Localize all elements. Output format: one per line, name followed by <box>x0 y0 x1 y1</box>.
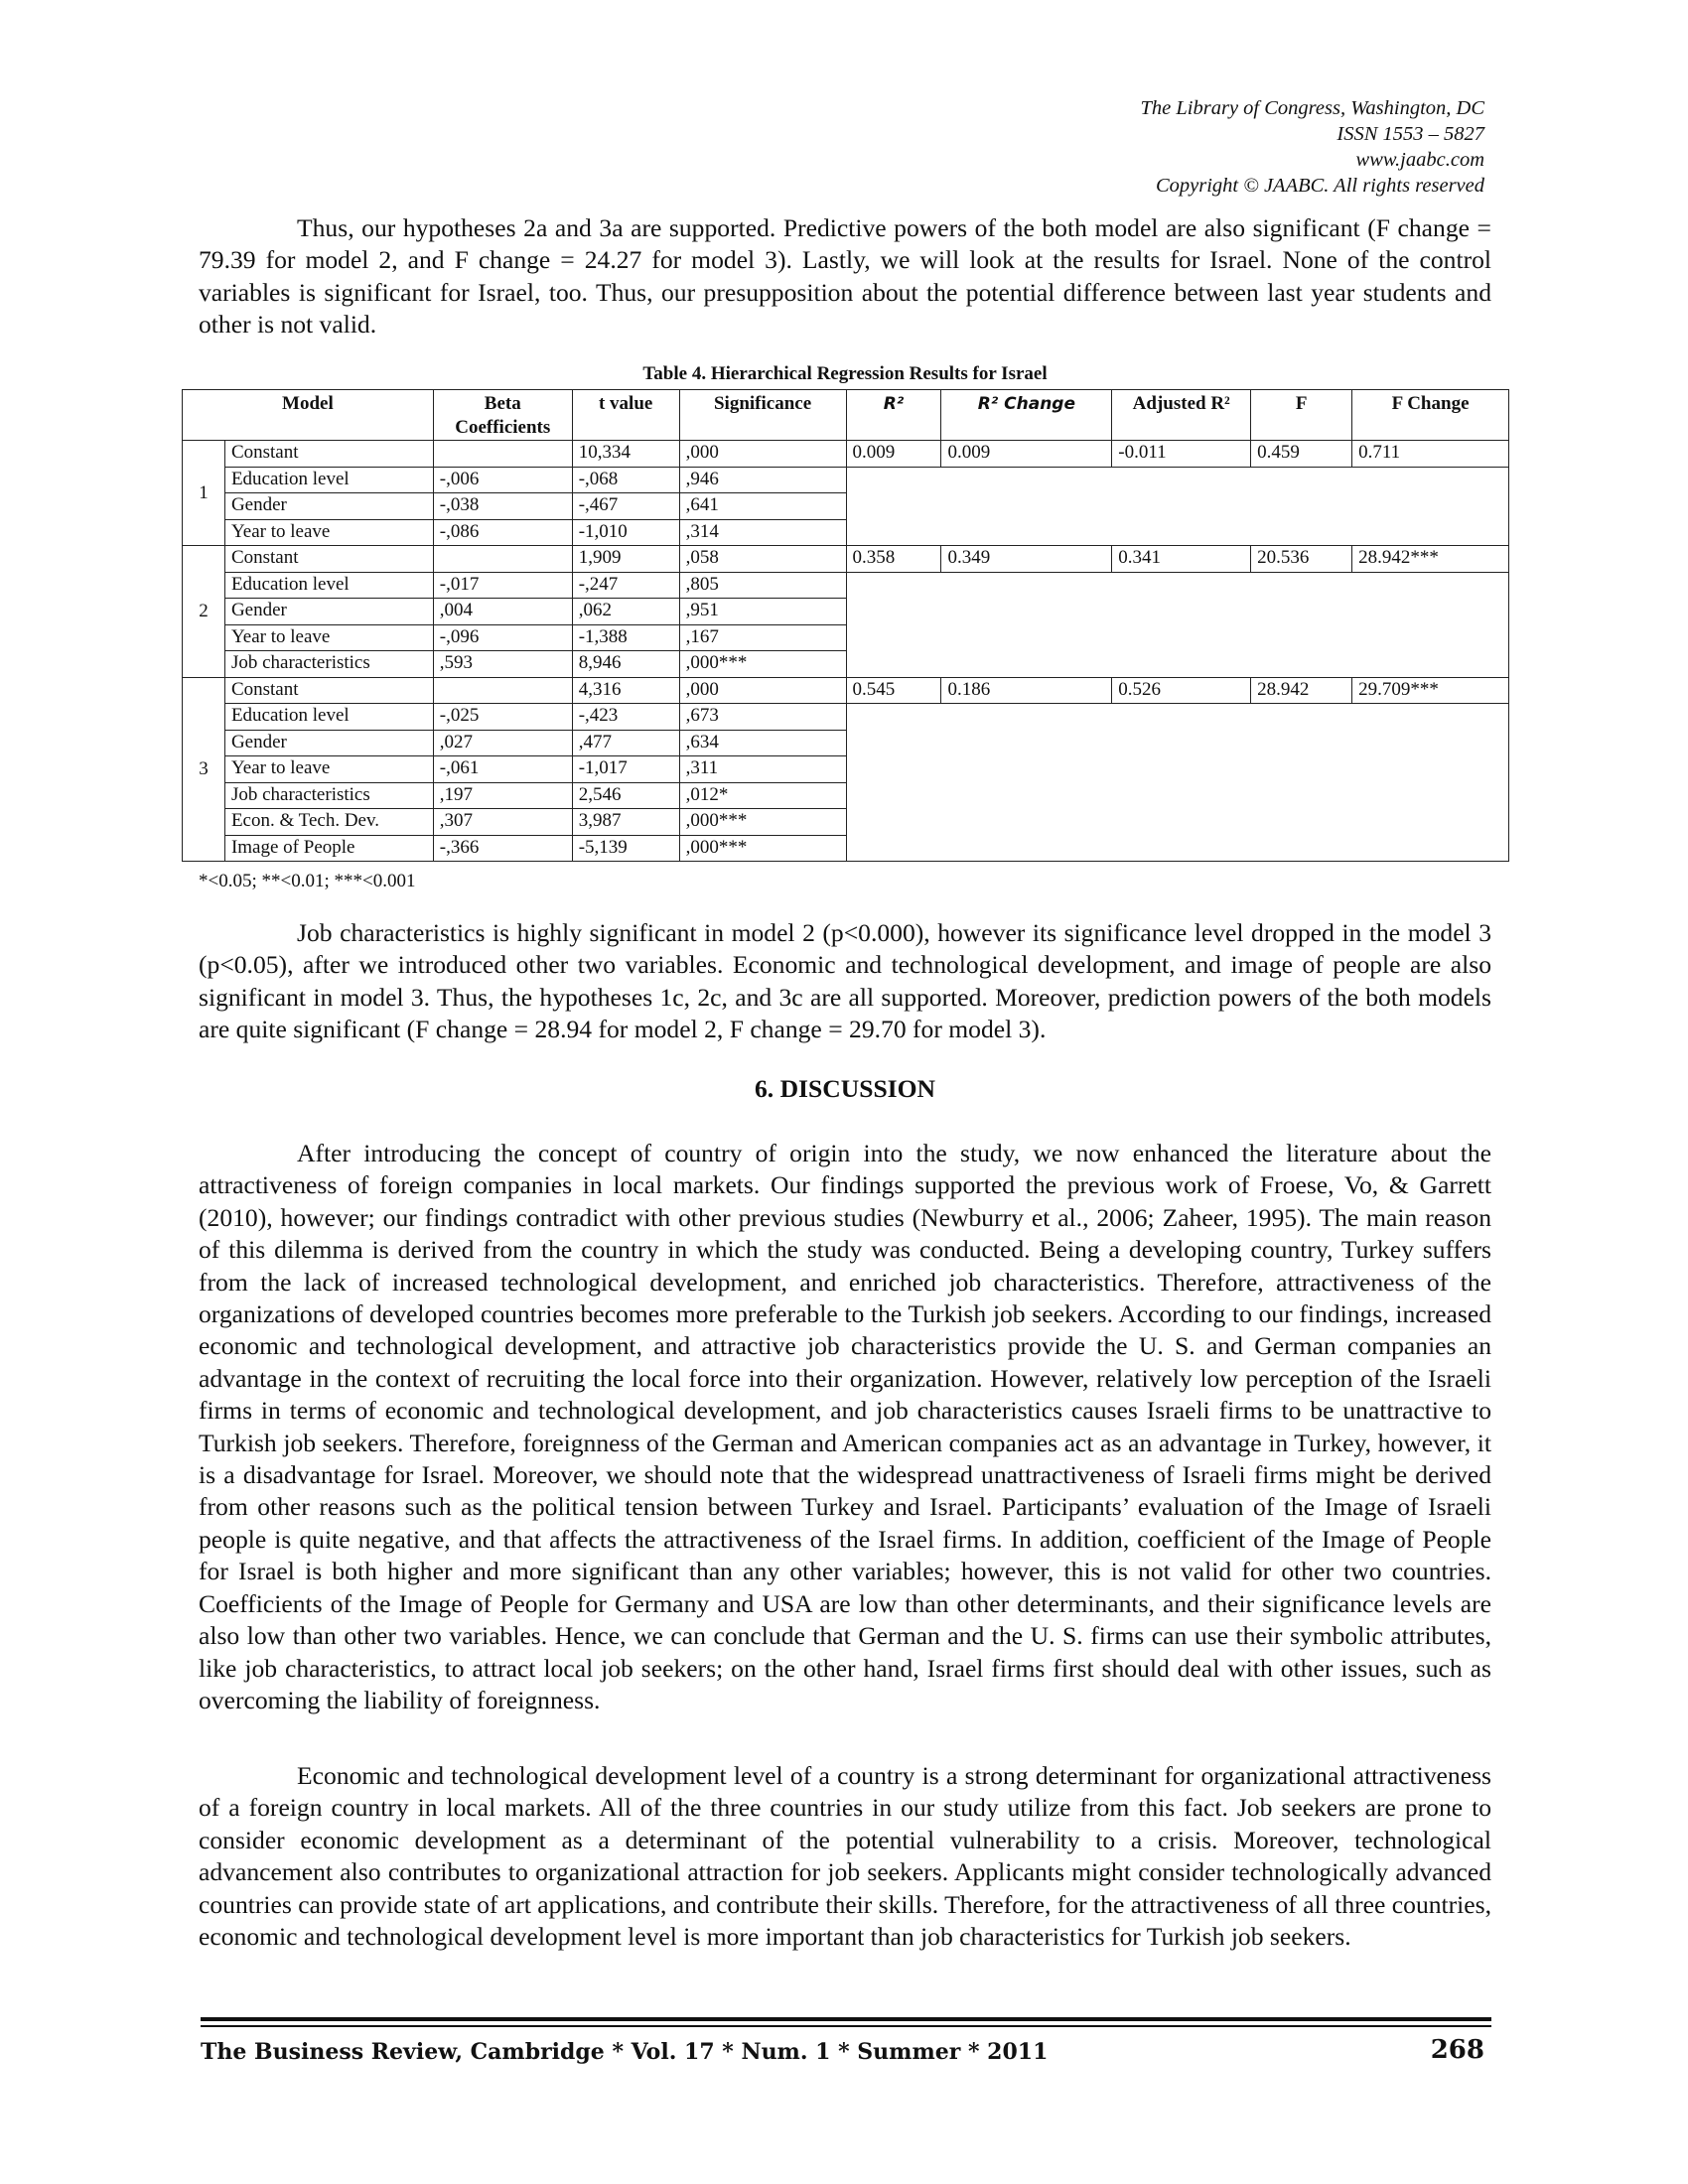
header-adjusted-r2: Adjusted R² <box>1112 390 1251 441</box>
beta-value: ,027 <box>433 730 572 756</box>
variable-name: Education level <box>224 572 433 599</box>
beta-value: -,366 <box>433 835 572 862</box>
f-change-value: 28.942*** <box>1352 546 1509 573</box>
f-value: 20.536 <box>1251 546 1352 573</box>
beta-value: -,096 <box>433 624 572 651</box>
r2-value: 0.545 <box>846 677 941 704</box>
empty-summary-cell <box>846 467 1508 546</box>
variable-name: Job characteristics <box>224 782 433 809</box>
r2-value: 0.009 <box>846 441 941 468</box>
table-caption: Table 4. Hierarchical Regression Results for Israel <box>642 363 1048 384</box>
beta-value: ,197 <box>433 782 572 809</box>
t-value: -,467 <box>572 493 679 520</box>
regression-table <box>182 389 1509 862</box>
header-r2-label: R² <box>883 394 905 414</box>
adjusted-r2-value: 0.341 <box>1112 546 1251 573</box>
table-row <box>183 704 1509 731</box>
significance-value: ,641 <box>679 493 846 520</box>
table-row <box>183 677 1509 704</box>
header-r2-change <box>941 390 1112 441</box>
variable-name: Constant <box>224 441 433 468</box>
table-row <box>183 467 1509 493</box>
variable-name: Year to leave <box>224 519 433 546</box>
significance-value: ,000*** <box>679 651 846 678</box>
t-value: 2,546 <box>572 782 679 809</box>
r2-change-value: 0.349 <box>941 546 1112 573</box>
t-value: -1,010 <box>572 519 679 546</box>
model-number: 1 <box>183 441 225 546</box>
header-model: Model <box>183 390 434 441</box>
beta-value: ,307 <box>433 809 572 836</box>
variable-name: Gender <box>224 493 433 520</box>
adjusted-r2-value: 0.526 <box>1112 677 1251 704</box>
beta-value: -,006 <box>433 467 572 493</box>
f-change-value: 29.709*** <box>1352 677 1509 704</box>
model-number: 3 <box>183 677 225 862</box>
beta-value: -,025 <box>433 704 572 731</box>
empty-summary-cell <box>846 704 1508 862</box>
significance-value: ,805 <box>679 572 846 599</box>
header-line-copyright: Copyright © JAABC. All rights reserved <box>1155 175 1484 197</box>
significance-value: ,000*** <box>679 835 846 862</box>
header-beta: Beta Coefficients <box>433 390 572 441</box>
header-line-publisher: The Library of Congress, Washington, DC <box>1140 97 1484 119</box>
footer-rule-thick <box>201 2017 1491 2021</box>
paragraph-intro: Thus, our hypotheses 2a and 3a are supported. Predictive powers of the both model are also significant (F change = 79.39 for model 2, and F change = 24.27 for model 3). Lastly, we will look at the results for Israel. None of the control variables is significant for Israel, too. Thus, our presupposition about the potential difference between last year students and other is not valid. <box>199 213 1491 340</box>
beta-value <box>433 546 572 573</box>
beta-value <box>433 441 572 468</box>
r2-change-value: 0.009 <box>941 441 1112 468</box>
t-value: ,477 <box>572 730 679 756</box>
variable-name: Year to leave <box>224 624 433 651</box>
f-change-value: 0.711 <box>1352 441 1509 468</box>
header-line-issn: ISSN 1553 – 5827 <box>1336 123 1484 145</box>
significance-value: ,000*** <box>679 809 846 836</box>
significance-value: ,946 <box>679 467 846 493</box>
beta-value: ,593 <box>433 651 572 678</box>
header-f: F <box>1251 390 1352 441</box>
t-value: ,062 <box>572 599 679 625</box>
t-value: -,423 <box>572 704 679 731</box>
empty-summary-cell <box>846 572 1508 677</box>
t-value: 3,987 <box>572 809 679 836</box>
t-value: -,247 <box>572 572 679 599</box>
beta-value: -,086 <box>433 519 572 546</box>
header-significance: Significance <box>679 390 846 441</box>
significance-value: ,634 <box>679 730 846 756</box>
variable-name: Year to leave <box>224 756 433 783</box>
variable-name: Constant <box>224 677 433 704</box>
variable-name: Gender <box>224 599 433 625</box>
beta-value: -,038 <box>433 493 572 520</box>
variable-name: Gender <box>224 730 433 756</box>
table-footnote: *<0.05; **<0.01; ***<0.001 <box>199 871 416 891</box>
header-t-value: t value <box>572 390 679 441</box>
significance-value: ,012* <box>679 782 846 809</box>
table-row <box>183 546 1509 573</box>
significance-value: ,000 <box>679 441 846 468</box>
beta-value: -,061 <box>433 756 572 783</box>
significance-value: ,951 <box>679 599 846 625</box>
header-r2 <box>846 390 941 441</box>
header-f-change: F Change <box>1352 390 1509 441</box>
paragraph-discussion-2: Economic and technological development level of a country is a strong determinant for organizational attractiveness of a foreign country in local markets. All of the three countries in our study utilize from this fact. Job seekers are prone to consider economic development as a determinant of the potential vulnerability to a crisis. Moreover, technological advancement also contributes to organizational attraction for job seekers. Applicants might consider technologically advanced countries can provide state of art applications, and contribute their skills. Therefore, for the attractiveness of all three countries, economic and technological development level is more important than job characteristics for Turkish job seekers. <box>199 1761 1491 1952</box>
footer-rule-thin <box>201 2025 1491 2027</box>
paragraph-job-characteristics: Job characteristics is highly significant in model 2 (p<0.000), however its significance level dropped in the model 3 (p<0.05), after we introduced other two variables. Economic and technological development, and image of people are also significant in model 3. Thus, the hypotheses 1c, 2c, and 3c are all supported. Moreover, prediction powers of the both models are quite significant (F change = 28.94 for model 2, F change = 29.70 for model 3). <box>199 918 1491 1044</box>
variable-name: Constant <box>224 546 433 573</box>
f-value: 28.942 <box>1251 677 1352 704</box>
significance-value: ,167 <box>679 624 846 651</box>
paragraph-discussion-1: After introducing the concept of country of origin into the study, we now enhanced the literature about the attractiveness of foreign companies in local markets. Our findings supported the previous work of Froese, Vo, & Garrett (2010), however; our findings contradict with other previous studies (Newburry et al., 2006; Zaheer, 1995). The main reason of this dilemma is derived from the country in which the study was conducted. Being a developing country, Turkey suffers from the lack of increased technological development, and enriched job characteristics. Therefore, attractiveness of the organizations of developed countries becomes more preferable to the Turkish job seekers. According to our findings, increased economic and technological development, and attractive job characteristics provide the U. S. and German companies an advantage in the context of recruiting the local force into their organization. However, relatively low perception of the Israeli firms in terms of economic and technological development, and job characteristics causes Israeli firms to be unattractive to Turkish job seekers. Therefore, foreignness of the German and American companies act as an advantage in Turkey, however, it is a disadvantage for Israel. Moreover, we should note that the widespread unattractiveness of Israeli firms might be derived from other reasons such as the political tension between Turkey and Israel. Participants’ evaluation of the Image of Israeli people is quite negative, and that affects the attractiveness of the Israel firms. In addition, coefficient of the Image of People for Israel is both higher and more significant than any other variables; however, this is not valid for other two countries. Coefficients of the Image of People for Germany and USA are low than other determinants, and their significance levels are also low than other two variables. Hence, we can conclude that German and the U. S. firms can use their symbolic attributes, like job characteristics, to attract local job seekers; on the other hand, Israel firms first should deal with other issues, such as overcoming the liability of foreignness. <box>199 1139 1491 1714</box>
variable-name: Education level <box>224 467 433 493</box>
t-value: 10,334 <box>572 441 679 468</box>
variable-name: Job characteristics <box>224 651 433 678</box>
header-line-website: www.jaabc.com <box>1355 149 1484 171</box>
significance-value: ,673 <box>679 704 846 731</box>
model-number: 2 <box>183 546 225 678</box>
variable-name: Econ. & Tech. Dev. <box>224 809 433 836</box>
t-value: 4,316 <box>572 677 679 704</box>
page-number: 268 <box>1430 2035 1484 2065</box>
adjusted-r2-value: -0.011 <box>1112 441 1251 468</box>
beta-value: -,017 <box>433 572 572 599</box>
table-header-row <box>183 390 1509 441</box>
r2-value: 0.358 <box>846 546 941 573</box>
t-value: -1,017 <box>572 756 679 783</box>
beta-value: ,004 <box>433 599 572 625</box>
t-value: -5,139 <box>572 835 679 862</box>
section-title-discussion: 6. DISCUSSION <box>754 1074 936 1103</box>
t-value: 8,946 <box>572 651 679 678</box>
r2-change-value: 0.186 <box>941 677 1112 704</box>
header-r2-change-label: R² Change <box>977 394 1075 414</box>
t-value: -1,388 <box>572 624 679 651</box>
variable-name: Education level <box>224 704 433 731</box>
table-row <box>183 441 1509 468</box>
significance-value: ,000 <box>679 677 846 704</box>
beta-value <box>433 677 572 704</box>
significance-value: ,058 <box>679 546 846 573</box>
running-header <box>1141 95 1484 199</box>
variable-name: Image of People <box>224 835 433 862</box>
significance-value: ,311 <box>679 756 846 783</box>
table-row <box>183 572 1509 599</box>
footer-journal: The Business Review, Cambridge * Vol. 17 * Num. 1 * Summer * 2011 <box>201 2039 1049 2065</box>
f-value: 0.459 <box>1251 441 1352 468</box>
t-value: 1,909 <box>572 546 679 573</box>
t-value: -,068 <box>572 467 679 493</box>
significance-value: ,314 <box>679 519 846 546</box>
